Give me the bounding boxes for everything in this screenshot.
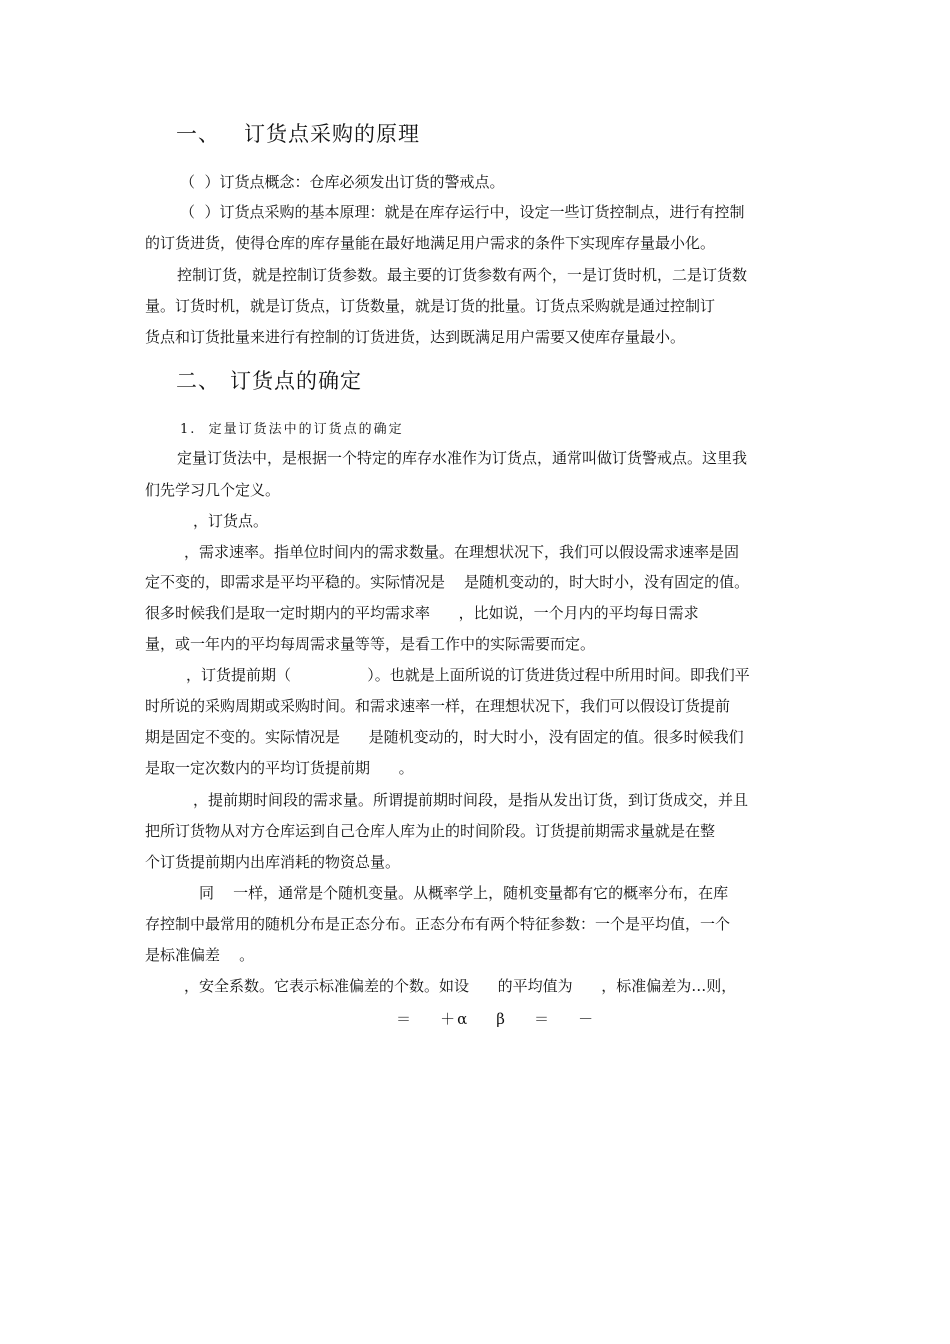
paragraph-line: 时所说的采购周期或采购时间。和需求速率一样，在理想状况下，我们可以假设订货提前 xyxy=(145,697,731,715)
section-heading-2 xyxy=(176,365,362,395)
section-heading-1 xyxy=(176,118,420,148)
paragraph-line: ，提前期时间段的需求量。所谓提前期时间段，是指从发出订货，到订货成交，并且 xyxy=(193,791,749,809)
paragraph-line: （ ）订货点采购的基本原理：就是在库存运行中，设定一些订货控制点，进行有控制 xyxy=(180,203,745,221)
paragraph-line: 定不变的，即需求是平均平稳的。实际情况是 是随机变动的，时大时小，没有固定的值。 xyxy=(145,573,750,591)
paragraph-line: 个订货提前期内出库消耗的物资总量。 xyxy=(145,853,401,871)
paragraph-line: ，订货提前期（ ）。也就是上面所说的订货进货过程中所用时间。即我们平 xyxy=(186,666,750,684)
paragraph-line: ，安全系数。它表示标准偏差的个数。如设 的平均值为 ，标准偏差为…则， xyxy=(184,977,737,995)
paragraph-line: 是取一定次数内的平均订货提前期 。 xyxy=(145,759,414,777)
paragraph-line: ，订货点。 xyxy=(193,512,269,530)
paragraph-line: 量。订货时机，就是订货点，订货数量，就是订货的批量。订货点采购就是通过控制订 xyxy=(145,297,716,315)
paragraph-line: 控制订货，就是控制订货参数。最主要的订货参数有两个，一是订货时机，二是订货数 xyxy=(177,266,748,284)
paragraph-line: 把所订货物从对方仓库运到自己仓库人库为止的时间阶段。订货提前期需求量就是在整 xyxy=(145,822,716,840)
paragraph-line: （ ）订货点概念：仓库必须发出订货的警戒点。 xyxy=(180,173,505,191)
section-title: 订货点采购的原理 xyxy=(244,122,420,146)
section-number: 二、 xyxy=(176,369,220,393)
paragraph-line: 期是固定不变的。实际情况是 是随机变动的，时大时小，没有固定的值。很多时候我们 xyxy=(145,728,744,746)
subsection-heading: 1. 定量订货法中的订货点的确定 xyxy=(180,422,404,437)
section-title: 订货点的确定 xyxy=(230,369,362,393)
formula-line: ＝ ＋α β ＝ － xyxy=(396,1010,596,1028)
paragraph-line: 量，或一年内的平均每周需求量等等，是看工作中的实际需要而定。 xyxy=(145,635,596,653)
paragraph-line: 定量订货法中，是根据一个特定的库存水准作为订货点，通常叫做订货警戒点。这里我 xyxy=(177,449,748,467)
paragraph-line: 们先学习几个定义。 xyxy=(145,481,281,499)
paragraph-line: 很多时候我们是取一定时期内的平均需求率 ，比如说，一个月内的平均每日需求 xyxy=(145,604,699,622)
section-number: 一、 xyxy=(176,122,220,146)
paragraph-line: 是标准偏差 。 xyxy=(145,946,255,964)
paragraph-line: ，需求速率。指单位时间内的需求数量。在理想状况下，我们可以假设需求速率是固 xyxy=(184,543,740,561)
paragraph-line: 同 一样，通常是个随机变量。从概率学上，随机变量都有它的概率分布，在库 xyxy=(199,884,729,902)
paragraph-line: 的订货进货，使得仓库的库存量能在最好地满足用户需求的条件下实现库存量最小化。 xyxy=(145,234,716,252)
paragraph-line: 货点和订货批量来进行有控制的订货进货，达到既满足用户需要又使库存量最小。 xyxy=(145,328,686,346)
paragraph-line: 存控制中最常用的随机分布是正态分布。正态分布有两个特征参数：一个是平均值，一个 xyxy=(145,915,731,933)
